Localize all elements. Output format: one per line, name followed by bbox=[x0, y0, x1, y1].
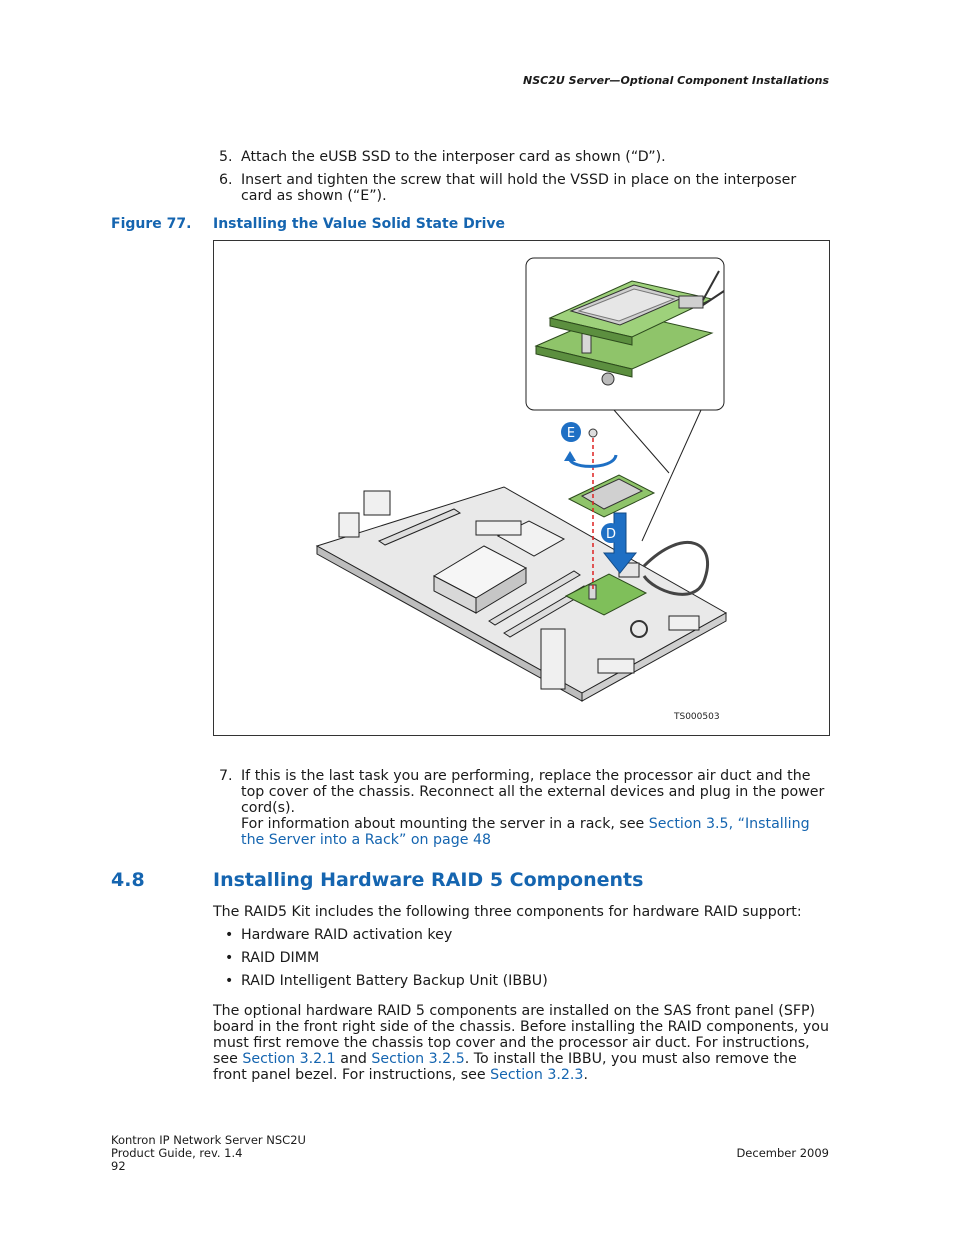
section-number: 4.8 bbox=[111, 869, 145, 891]
bullet-marker: • bbox=[225, 927, 234, 943]
step-7-block bbox=[241, 768, 831, 848]
bullet-item: RAID DIMM bbox=[241, 950, 320, 966]
section-intro: The RAID5 Kit includes the following three components for hardware RAID support: bbox=[213, 904, 802, 920]
figure-code: TS000503 bbox=[674, 712, 720, 722]
footer-product: Kontron IP Network Server NSC2U bbox=[111, 1133, 306, 1147]
paragraph-text-2: . To install the IBBU, you must also remove the front panel bezel. For instructions, see bbox=[213, 1051, 797, 1083]
figure-title: Installing the Value Solid State Drive bbox=[213, 216, 506, 232]
callout-d-label: D bbox=[605, 527, 617, 542]
step-5-number: 5. bbox=[219, 149, 233, 165]
figure-caption bbox=[111, 216, 506, 232]
footer-guide: Product Guide, rev. 1.4 bbox=[111, 1146, 243, 1160]
callout-e-label: E bbox=[566, 426, 576, 441]
section-title: Installing Hardware RAID 5 Components bbox=[213, 869, 644, 891]
step-7-more-text: For information about mounting the server in a rack, see bbox=[241, 816, 649, 832]
step-7-number: 7. bbox=[219, 768, 233, 784]
section-3-2-5-link[interactable]: Section 3.2.5 bbox=[371, 1051, 465, 1067]
step-5-text: Attach the eUSB SSD to the interposer card as shown (“D”). bbox=[241, 149, 666, 165]
section-3-5-link[interactable]: Section 3.5, “Installing the Server into a Rack” on page 48 bbox=[241, 816, 810, 848]
vssd-installation-illustration bbox=[214, 241, 829, 735]
bullet-item: RAID Intelligent Battery Backup Unit (IBBU) bbox=[241, 973, 548, 989]
step-7-text: If this is the last task you are performing, replace the processor air duct and the top cover of the chassis. Reconnect all the external devices and plug in the power cord(s). bbox=[241, 768, 825, 816]
running-header: NSC2U Server—Optional Component Installations bbox=[523, 74, 829, 87]
paragraph-and: and bbox=[335, 1051, 372, 1067]
step-6-text: Insert and tighten the screw that will hold the VSSD in place on the interposer card as shown (“E”). bbox=[241, 172, 797, 204]
figure-frame bbox=[213, 240, 830, 736]
step-7-more bbox=[241, 816, 831, 848]
figure-number: Figure 77. bbox=[111, 216, 192, 232]
step-6-number: 6. bbox=[219, 172, 233, 188]
bullet-marker: • bbox=[225, 950, 234, 966]
paragraph-end: . bbox=[583, 1067, 588, 1083]
bullet-item: Hardware RAID activation key bbox=[241, 927, 453, 943]
bullet-marker: • bbox=[225, 973, 234, 989]
paragraph-text-1: The optional hardware RAID 5 components are installed on the SAS front panel (SFP) board in the front right side of the chassis. Before installing the RAID components, you must first remove the chassis top cover and the processor air duct. For instructions, see bbox=[213, 1003, 829, 1067]
footer-left bbox=[111, 1134, 306, 1173]
section-paragraph bbox=[213, 1003, 833, 1083]
section-3-2-3-link[interactable]: Section 3.2.3 bbox=[490, 1067, 584, 1083]
footer-date: December 2009 bbox=[736, 1146, 829, 1160]
footer-page-number: 92 bbox=[111, 1159, 126, 1173]
section-3-2-1-link[interactable]: Section 3.2.1 bbox=[242, 1051, 336, 1067]
